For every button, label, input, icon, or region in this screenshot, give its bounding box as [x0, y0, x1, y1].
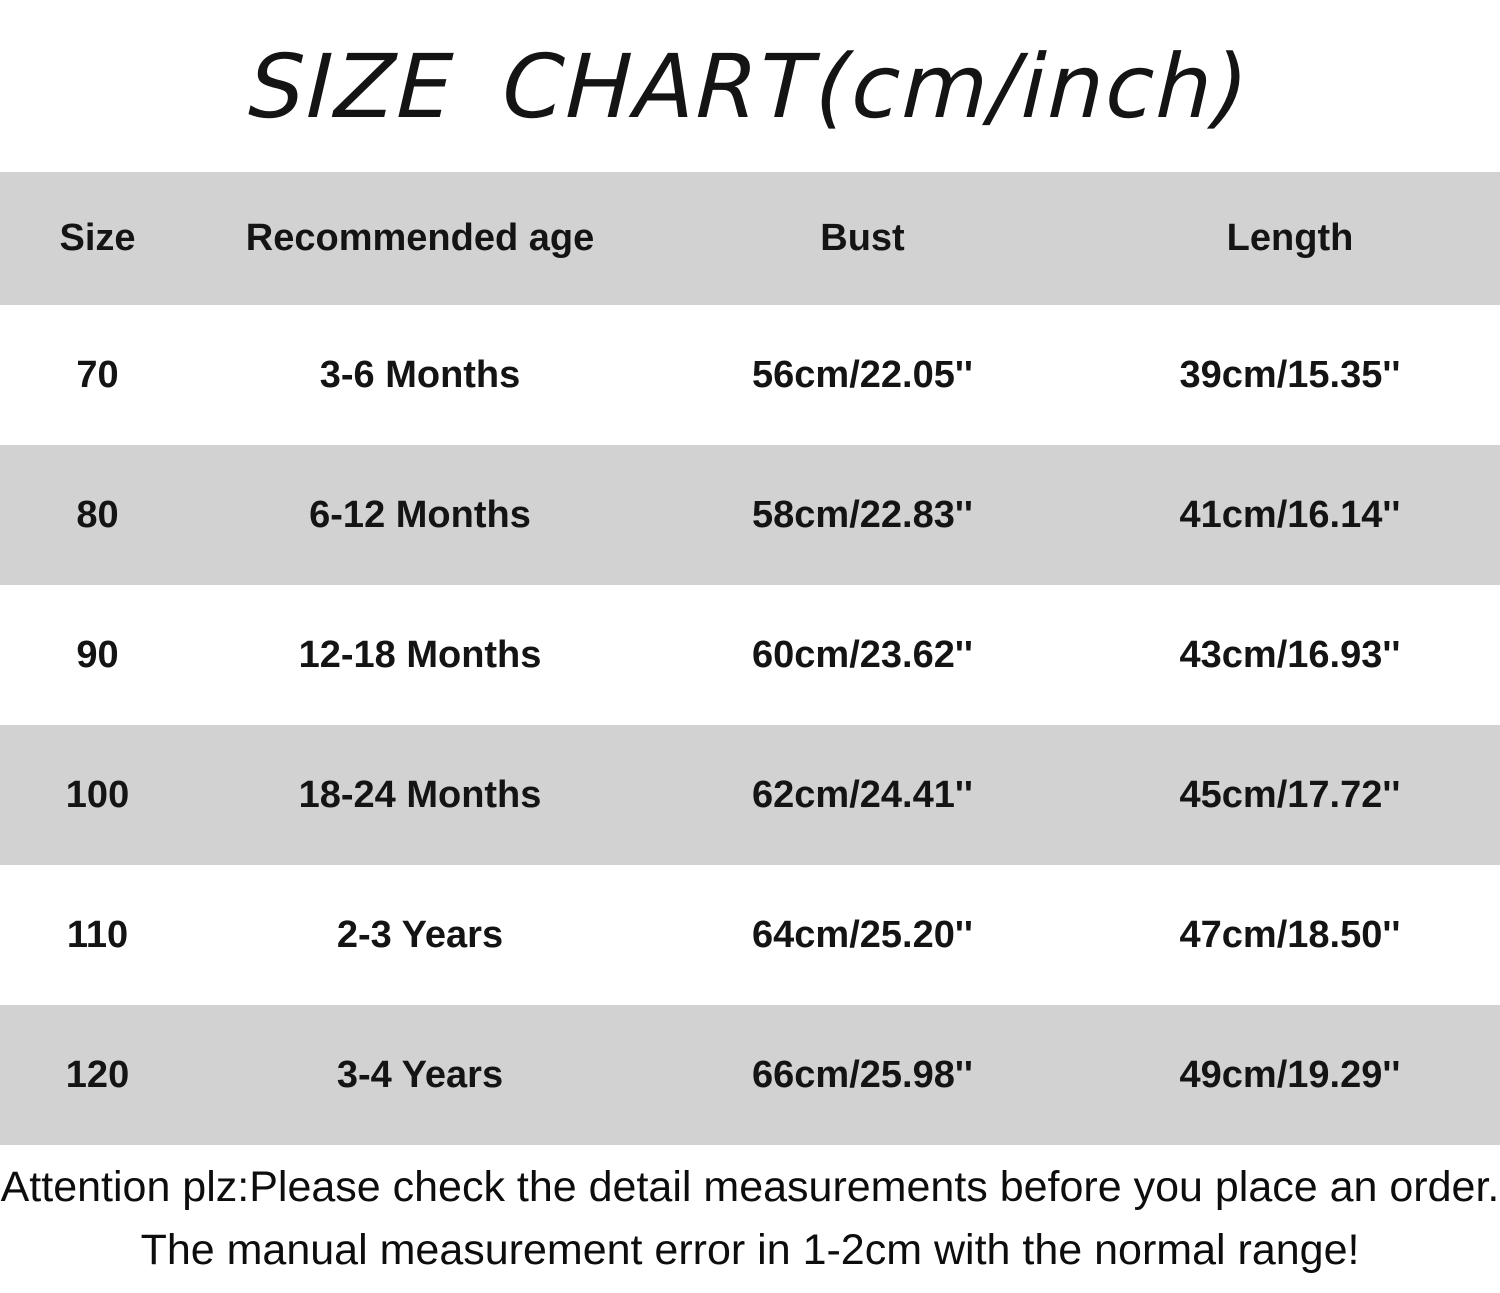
header-bust: Bust	[820, 217, 905, 259]
size-cell: 100	[65, 773, 130, 816]
size-cell: 70	[76, 353, 119, 396]
length-cell: 41cm/16.14''	[1179, 493, 1401, 536]
size-cell: 80	[76, 493, 119, 536]
bust-cell: 64cm/25.20''	[752, 913, 973, 956]
size-cell: 90	[76, 633, 119, 676]
length-cell: 49cm/19.29''	[1179, 1053, 1401, 1096]
size-cell: 110	[66, 913, 129, 956]
bust-cell: 66cm/25.98''	[752, 1053, 973, 1096]
table-row	[0, 585, 1500, 725]
length-cell: 39cm/15.35''	[1179, 353, 1401, 396]
title-band	[0, 0, 1500, 172]
age-cell: 18-24 Months	[298, 773, 542, 816]
bust-cell: 60cm/23.62''	[752, 633, 973, 676]
table-row	[0, 305, 1500, 445]
table-row	[0, 445, 1500, 585]
bust-cell: 58cm/22.83''	[752, 493, 973, 536]
size-chart-table	[0, 172, 1500, 1145]
age-cell: 3-6 Months	[319, 353, 521, 396]
table-header-row	[0, 172, 1500, 305]
age-cell: 2-3 Years	[336, 913, 504, 956]
age-cell: 3-4 Years	[336, 1053, 504, 1096]
length-cell: 47cm/18.50''	[1179, 913, 1401, 956]
table-row	[0, 725, 1500, 865]
bust-cell: 62cm/24.41''	[752, 773, 973, 816]
table-row	[0, 1005, 1500, 1145]
age-cell: 6-12 Months	[309, 493, 531, 536]
table-row	[0, 865, 1500, 1005]
length-cell: 45cm/17.72''	[1179, 773, 1401, 816]
header-size: Size	[59, 217, 136, 259]
attention-line-2: The manual measurement error in 1-2cm with the normal range!	[140, 1226, 1360, 1274]
attention-note	[0, 1145, 1500, 1293]
header-length: Length	[1226, 217, 1354, 259]
size-cell: 120	[65, 1053, 130, 1096]
age-cell: 12-18 Months	[298, 633, 542, 676]
page-title: SIZE CHART(cm/inch)	[247, 34, 1253, 138]
attention-line-1: Attention plz:Please check the detail measurements before you place an order.	[0, 1163, 1500, 1211]
length-cell: 43cm/16.93''	[1179, 633, 1401, 676]
bust-cell: 56cm/22.05''	[752, 353, 973, 396]
header-recommended-age: Recommended age	[245, 217, 595, 259]
